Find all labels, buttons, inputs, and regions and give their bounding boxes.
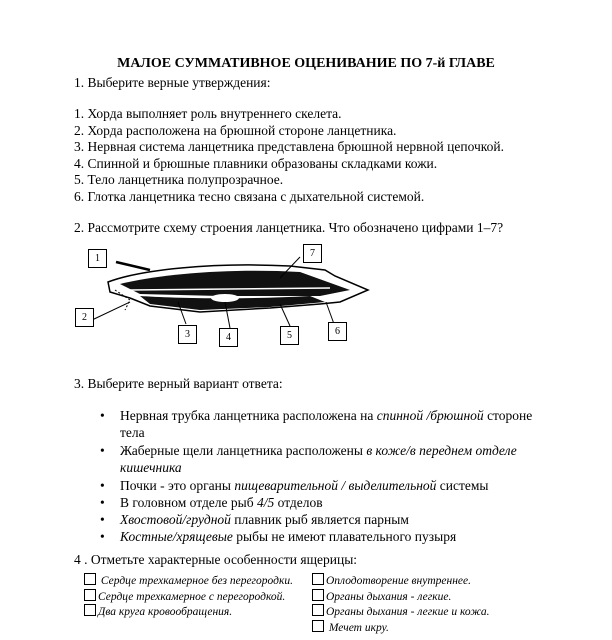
diagram-label-2: 2 (75, 308, 94, 327)
text: отделов (274, 495, 323, 510)
bullet: • (100, 478, 105, 493)
checkbox[interactable] (84, 604, 96, 616)
q1-item: 5. Тело ланцетника полупрозрачное. (74, 172, 284, 188)
option-label: Сердце трехкамерное без перегородки. (100, 575, 293, 587)
q4-left-options (84, 573, 304, 620)
text: системы (436, 478, 489, 493)
diagram-label-5: 5 (280, 326, 299, 345)
q1-item: 6. Глотка ланцетника тесно связана с дыхательной системой. (74, 188, 425, 204)
q4-option[interactable] (84, 604, 304, 620)
lancelet-diagram (70, 240, 370, 350)
option-text: пищеварительной / выделительной (234, 478, 437, 493)
option-text: Хвостовой/грудной (120, 512, 231, 527)
text: стороне тела (120, 408, 533, 440)
q4-option[interactable] (312, 604, 490, 620)
q1-item: 1. Хорда выполняет роль внутреннего скелета. (74, 106, 342, 121)
q3-item (120, 408, 540, 441)
q3-item (120, 512, 540, 529)
q3-item (120, 443, 540, 476)
checkbox[interactable] (312, 573, 324, 585)
checkbox[interactable] (312, 589, 324, 601)
option-text: 4/5 (256, 495, 275, 510)
q1-prompt: 1. Выберите верные утверждения: (74, 75, 271, 90)
checkbox[interactable] (84, 589, 96, 601)
q1-list (74, 106, 504, 206)
bullet: • (100, 512, 105, 527)
checkbox[interactable] (312, 620, 324, 632)
text: Жаберные щели ланцетника расположены (120, 443, 367, 458)
q3-prompt: 3. Выберите верный вариант ответа: (74, 376, 283, 391)
q1-item: 4. Спинной и брюшные плавники образованы складками кожи. (74, 155, 438, 171)
diagram-label-6: 6 (328, 322, 347, 341)
q4-right-options (312, 573, 490, 635)
checkbox[interactable] (84, 573, 96, 585)
diagram-label-1: 1 (88, 249, 107, 268)
q2-prompt: 2. Рассмотрите схему строения ланцетника. Что обозначено цифрами 1–7? (74, 220, 504, 235)
bullet: • (100, 495, 105, 510)
q3-item (120, 478, 540, 495)
q3-item (120, 529, 540, 546)
text: Нервная трубка ланцетника расположена на (120, 408, 377, 423)
text: плавник рыб является парным (230, 512, 409, 527)
option-label: Сердце трехкамерное с перегородкой. (98, 590, 286, 603)
text: рыбы не имеют плавательного пузыря (232, 529, 457, 544)
option-label: Мечет икру. (328, 621, 389, 634)
option-label: Органы дыхания - легкие. (326, 590, 452, 603)
option-label: Два круга кровообращения. (98, 606, 233, 618)
q1-item: 2. Хорда расположена на брюшной стороне ланцетника. (74, 122, 397, 138)
option-text: спинной /брюшной (376, 408, 484, 423)
bullet: • (100, 408, 105, 423)
diagram-label-4: 4 (219, 328, 238, 347)
option-label: Органы дыхания - легкие и кожа. (326, 606, 490, 618)
q4-option[interactable] (312, 620, 490, 636)
q4-option[interactable] (312, 573, 490, 589)
text: В головном отделе рыб (120, 495, 257, 510)
page-title: МАЛОЕ СУММАТИВНОЕ ОЦЕНИВАНИЕ ПО 7-й ГЛАВЕ (117, 56, 495, 71)
bullet: • (100, 443, 105, 458)
q1-item: 3. Нервная система ланцетника представлена брюшной нервной цепочкой. (74, 139, 504, 155)
q3-item (120, 495, 540, 512)
q4-option[interactable] (312, 589, 490, 605)
option-text: в коже/в переднем отделе кишечника (120, 443, 517, 475)
checkbox[interactable] (312, 604, 324, 616)
text: Почки - это органы (120, 478, 235, 493)
q4-prompt: 4 . Отметьте характерные особенности ящерицы: (74, 552, 358, 567)
diagram-label-3: 3 (178, 325, 197, 344)
q4-option[interactable] (84, 589, 304, 605)
diagram-label-7: 7 (303, 244, 322, 263)
option-text: Костные/хрящевые (120, 529, 233, 544)
option-label: Оплодотворение внутреннее. (326, 575, 472, 587)
q4-option[interactable] (84, 573, 304, 589)
bullet: • (100, 529, 105, 544)
